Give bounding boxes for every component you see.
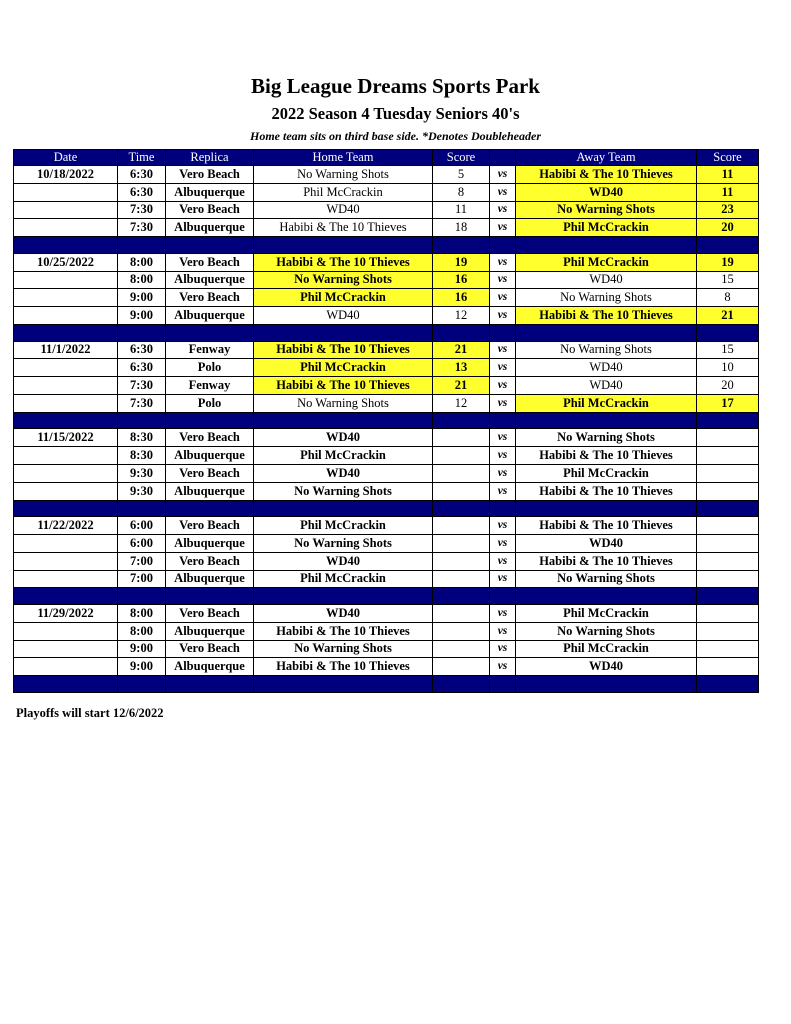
game-replica: Albuquerque bbox=[166, 447, 254, 465]
game-replica: Vero Beach bbox=[166, 464, 254, 482]
separator-cell bbox=[14, 324, 118, 341]
game-date bbox=[14, 219, 118, 237]
game-replica: Albuquerque bbox=[166, 271, 254, 289]
game-row bbox=[14, 622, 759, 640]
week-separator bbox=[14, 412, 759, 429]
away-score bbox=[697, 464, 759, 482]
game-time: 9:00 bbox=[118, 289, 166, 307]
vs-label: vs bbox=[490, 658, 516, 676]
home-team: Phil McCrackin bbox=[254, 183, 433, 201]
away-score bbox=[697, 517, 759, 535]
home-team: Habibi & The 10 Thieves bbox=[254, 253, 433, 271]
game-row bbox=[14, 289, 759, 307]
game-date bbox=[14, 640, 118, 658]
away-team: Habibi & The 10 Thieves bbox=[516, 482, 697, 500]
separator-cell bbox=[433, 412, 490, 429]
game-date bbox=[14, 377, 118, 395]
header-row bbox=[14, 150, 759, 166]
game-date bbox=[14, 201, 118, 219]
separator-cell bbox=[118, 237, 166, 254]
game-row bbox=[14, 552, 759, 570]
home-team: WD40 bbox=[254, 464, 433, 482]
away-score bbox=[697, 604, 759, 622]
game-date: 11/15/2022 bbox=[14, 429, 118, 447]
separator-cell bbox=[433, 676, 490, 693]
vs-label: vs bbox=[490, 622, 516, 640]
schedule-table bbox=[13, 149, 759, 693]
game-row bbox=[14, 604, 759, 622]
away-team: No Warning Shots bbox=[516, 201, 697, 219]
separator-cell bbox=[516, 237, 697, 254]
separator-cell bbox=[14, 588, 118, 605]
separator-cell bbox=[433, 324, 490, 341]
header-away-team: Away Team bbox=[516, 150, 697, 166]
home-team: Habibi & The 10 Thieves bbox=[254, 377, 433, 395]
separator-cell bbox=[697, 324, 759, 341]
home-score: 19 bbox=[433, 253, 490, 271]
game-date bbox=[14, 570, 118, 588]
game-date bbox=[14, 552, 118, 570]
vs-label: vs bbox=[490, 447, 516, 465]
home-score: 18 bbox=[433, 219, 490, 237]
vs-label: vs bbox=[490, 341, 516, 359]
game-time: 7:30 bbox=[118, 394, 166, 412]
home-team: WD40 bbox=[254, 201, 433, 219]
away-score: 19 bbox=[697, 253, 759, 271]
separator-cell bbox=[433, 237, 490, 254]
away-score: 21 bbox=[697, 307, 759, 325]
game-time: 8:30 bbox=[118, 447, 166, 465]
separator-cell bbox=[490, 237, 516, 254]
week-separator bbox=[14, 324, 759, 341]
home-team: Phil McCrackin bbox=[254, 359, 433, 377]
home-score bbox=[433, 552, 490, 570]
game-replica: Vero Beach bbox=[166, 640, 254, 658]
game-time: 7:00 bbox=[118, 570, 166, 588]
separator-cell bbox=[166, 588, 254, 605]
game-time: 9:00 bbox=[118, 640, 166, 658]
home-score bbox=[433, 464, 490, 482]
game-replica: Albuquerque bbox=[166, 658, 254, 676]
home-score bbox=[433, 447, 490, 465]
home-score bbox=[433, 622, 490, 640]
game-replica: Albuquerque bbox=[166, 219, 254, 237]
game-replica: Vero Beach bbox=[166, 253, 254, 271]
vs-label: vs bbox=[490, 464, 516, 482]
away-score bbox=[697, 429, 759, 447]
vs-label: vs bbox=[490, 482, 516, 500]
game-time: 7:30 bbox=[118, 201, 166, 219]
vs-label: vs bbox=[490, 552, 516, 570]
home-team: Habibi & The 10 Thieves bbox=[254, 219, 433, 237]
game-row bbox=[14, 201, 759, 219]
game-replica: Polo bbox=[166, 359, 254, 377]
separator-cell bbox=[166, 324, 254, 341]
game-time: 7:00 bbox=[118, 552, 166, 570]
game-replica: Vero Beach bbox=[166, 552, 254, 570]
separator-cell bbox=[433, 588, 490, 605]
game-time: 9:00 bbox=[118, 658, 166, 676]
home-score: 11 bbox=[433, 201, 490, 219]
away-team: Habibi & The 10 Thieves bbox=[516, 517, 697, 535]
week-separator bbox=[14, 500, 759, 517]
game-time: 8:30 bbox=[118, 429, 166, 447]
vs-label: vs bbox=[490, 534, 516, 552]
separator-cell bbox=[490, 412, 516, 429]
away-team: No Warning Shots bbox=[516, 570, 697, 588]
home-score bbox=[433, 429, 490, 447]
separator-cell bbox=[14, 676, 118, 693]
game-date: 11/22/2022 bbox=[14, 517, 118, 535]
separator-cell bbox=[166, 676, 254, 693]
game-row bbox=[14, 570, 759, 588]
home-score: 16 bbox=[433, 271, 490, 289]
game-date: 11/29/2022 bbox=[14, 604, 118, 622]
page-title: Big League Dreams Sports Park bbox=[251, 74, 540, 98]
home-team: No Warning Shots bbox=[254, 394, 433, 412]
game-replica: Albuquerque bbox=[166, 307, 254, 325]
vs-label: vs bbox=[490, 271, 516, 289]
vs-label: vs bbox=[490, 377, 516, 395]
separator-cell bbox=[118, 588, 166, 605]
away-score bbox=[697, 570, 759, 588]
home-team: Habibi & The 10 Thieves bbox=[254, 341, 433, 359]
game-row bbox=[14, 534, 759, 552]
game-time: 9:00 bbox=[118, 307, 166, 325]
game-row bbox=[14, 253, 759, 271]
away-score: 8 bbox=[697, 289, 759, 307]
week-separator bbox=[14, 237, 759, 254]
game-date bbox=[14, 289, 118, 307]
away-team: WD40 bbox=[516, 359, 697, 377]
game-replica: Albuquerque bbox=[166, 183, 254, 201]
game-time: 6:00 bbox=[118, 517, 166, 535]
away-team: Habibi & The 10 Thieves bbox=[516, 552, 697, 570]
away-team: WD40 bbox=[516, 377, 697, 395]
home-score: 13 bbox=[433, 359, 490, 377]
separator-cell bbox=[166, 500, 254, 517]
game-time: 8:00 bbox=[118, 604, 166, 622]
page-note: Home team sits on third base side. *Denotes Doubleheader bbox=[250, 129, 541, 143]
game-row bbox=[14, 166, 759, 184]
away-team: WD40 bbox=[516, 183, 697, 201]
vs-label: vs bbox=[490, 219, 516, 237]
game-row bbox=[14, 219, 759, 237]
away-team: Phil McCrackin bbox=[516, 604, 697, 622]
separator-cell bbox=[254, 324, 433, 341]
game-time: 9:30 bbox=[118, 482, 166, 500]
game-time: 6:00 bbox=[118, 534, 166, 552]
game-date bbox=[14, 271, 118, 289]
game-row bbox=[14, 307, 759, 325]
game-row bbox=[14, 271, 759, 289]
home-score: 8 bbox=[433, 183, 490, 201]
game-row bbox=[14, 517, 759, 535]
game-row bbox=[14, 482, 759, 500]
header-replica: Replica bbox=[166, 150, 254, 166]
separator-cell bbox=[516, 500, 697, 517]
away-score: 15 bbox=[697, 271, 759, 289]
week-separator bbox=[14, 676, 759, 693]
game-date bbox=[14, 447, 118, 465]
home-score bbox=[433, 534, 490, 552]
game-replica: Vero Beach bbox=[166, 604, 254, 622]
game-replica: Albuquerque bbox=[166, 482, 254, 500]
away-team: Phil McCrackin bbox=[516, 640, 697, 658]
game-time: 8:00 bbox=[118, 622, 166, 640]
home-score: 16 bbox=[433, 289, 490, 307]
separator-cell bbox=[118, 324, 166, 341]
vs-label: vs bbox=[490, 201, 516, 219]
away-score: 15 bbox=[697, 341, 759, 359]
away-team: Phil McCrackin bbox=[516, 394, 697, 412]
playoffs-note: Playoffs will start 12/6/2022 bbox=[16, 706, 164, 720]
away-team: Phil McCrackin bbox=[516, 464, 697, 482]
header-time: Time bbox=[118, 150, 166, 166]
home-team: Phil McCrackin bbox=[254, 447, 433, 465]
separator-cell bbox=[697, 676, 759, 693]
game-row bbox=[14, 640, 759, 658]
vs-label: vs bbox=[490, 166, 516, 184]
vs-label: vs bbox=[490, 253, 516, 271]
home-team: No Warning Shots bbox=[254, 271, 433, 289]
game-time: 7:30 bbox=[118, 377, 166, 395]
away-score bbox=[697, 534, 759, 552]
game-date bbox=[14, 307, 118, 325]
separator-cell bbox=[118, 500, 166, 517]
separator-cell bbox=[697, 588, 759, 605]
separator-cell bbox=[697, 412, 759, 429]
separator-cell bbox=[254, 588, 433, 605]
home-team: No Warning Shots bbox=[254, 482, 433, 500]
game-date: 10/18/2022 bbox=[14, 166, 118, 184]
away-score bbox=[697, 482, 759, 500]
game-replica: Vero Beach bbox=[166, 201, 254, 219]
game-replica: Vero Beach bbox=[166, 166, 254, 184]
game-replica: Fenway bbox=[166, 377, 254, 395]
game-replica: Vero Beach bbox=[166, 429, 254, 447]
away-score bbox=[697, 640, 759, 658]
game-date bbox=[14, 658, 118, 676]
game-date bbox=[14, 534, 118, 552]
game-date bbox=[14, 359, 118, 377]
vs-label: vs bbox=[490, 570, 516, 588]
home-score bbox=[433, 658, 490, 676]
game-time: 6:30 bbox=[118, 341, 166, 359]
away-team: Phil McCrackin bbox=[516, 253, 697, 271]
game-time: 9:30 bbox=[118, 464, 166, 482]
game-row bbox=[14, 429, 759, 447]
vs-label: vs bbox=[490, 517, 516, 535]
game-row bbox=[14, 464, 759, 482]
game-replica: Fenway bbox=[166, 341, 254, 359]
header-vs bbox=[490, 150, 516, 166]
separator-cell bbox=[14, 500, 118, 517]
home-team: WD40 bbox=[254, 429, 433, 447]
header-away-score: Score bbox=[697, 150, 759, 166]
away-team: WD40 bbox=[516, 271, 697, 289]
away-score bbox=[697, 622, 759, 640]
separator-cell bbox=[254, 676, 433, 693]
home-team: Habibi & The 10 Thieves bbox=[254, 622, 433, 640]
vs-label: vs bbox=[490, 429, 516, 447]
home-score: 5 bbox=[433, 166, 490, 184]
separator-cell bbox=[490, 500, 516, 517]
game-date: 10/25/2022 bbox=[14, 253, 118, 271]
home-team: No Warning Shots bbox=[254, 166, 433, 184]
separator-cell bbox=[433, 500, 490, 517]
separator-cell bbox=[166, 412, 254, 429]
separator-cell bbox=[516, 412, 697, 429]
header-date: Date bbox=[14, 150, 118, 166]
home-score bbox=[433, 604, 490, 622]
away-score: 20 bbox=[697, 219, 759, 237]
separator-cell bbox=[118, 412, 166, 429]
game-row bbox=[14, 394, 759, 412]
away-team: No Warning Shots bbox=[516, 429, 697, 447]
home-score: 21 bbox=[433, 377, 490, 395]
separator-cell bbox=[254, 412, 433, 429]
vs-label: vs bbox=[490, 604, 516, 622]
separator-cell bbox=[254, 500, 433, 517]
separator-cell bbox=[516, 324, 697, 341]
game-time: 7:30 bbox=[118, 219, 166, 237]
away-team: No Warning Shots bbox=[516, 622, 697, 640]
home-score bbox=[433, 482, 490, 500]
away-score: 11 bbox=[697, 166, 759, 184]
home-team: Phil McCrackin bbox=[254, 570, 433, 588]
away-team: WD40 bbox=[516, 658, 697, 676]
home-team: WD40 bbox=[254, 604, 433, 622]
away-score bbox=[697, 552, 759, 570]
game-date bbox=[14, 464, 118, 482]
vs-label: vs bbox=[490, 359, 516, 377]
away-score: 10 bbox=[697, 359, 759, 377]
week-separator bbox=[14, 588, 759, 605]
game-date bbox=[14, 394, 118, 412]
game-time: 8:00 bbox=[118, 253, 166, 271]
game-replica: Albuquerque bbox=[166, 622, 254, 640]
home-team: Phil McCrackin bbox=[254, 517, 433, 535]
separator-cell bbox=[697, 237, 759, 254]
away-score: 20 bbox=[697, 377, 759, 395]
home-score bbox=[433, 570, 490, 588]
away-team: No Warning Shots bbox=[516, 341, 697, 359]
away-score: 11 bbox=[697, 183, 759, 201]
home-team: WD40 bbox=[254, 307, 433, 325]
away-score bbox=[697, 447, 759, 465]
separator-cell bbox=[14, 412, 118, 429]
separator-cell bbox=[516, 588, 697, 605]
away-team: Phil McCrackin bbox=[516, 219, 697, 237]
home-score bbox=[433, 640, 490, 658]
home-team: No Warning Shots bbox=[254, 534, 433, 552]
home-score: 21 bbox=[433, 341, 490, 359]
vs-label: vs bbox=[490, 307, 516, 325]
header-home-score: Score bbox=[433, 150, 490, 166]
game-row bbox=[14, 377, 759, 395]
home-team: Habibi & The 10 Thieves bbox=[254, 658, 433, 676]
home-score bbox=[433, 517, 490, 535]
game-date bbox=[14, 482, 118, 500]
away-score: 17 bbox=[697, 394, 759, 412]
game-replica: Vero Beach bbox=[166, 517, 254, 535]
game-row bbox=[14, 359, 759, 377]
vs-label: vs bbox=[490, 394, 516, 412]
separator-cell bbox=[166, 237, 254, 254]
vs-label: vs bbox=[490, 289, 516, 307]
game-row bbox=[14, 658, 759, 676]
game-replica: Polo bbox=[166, 394, 254, 412]
separator-cell bbox=[516, 676, 697, 693]
game-replica: Albuquerque bbox=[166, 570, 254, 588]
game-time: 6:30 bbox=[118, 166, 166, 184]
vs-label: vs bbox=[490, 640, 516, 658]
separator-cell bbox=[490, 324, 516, 341]
separator-cell bbox=[490, 676, 516, 693]
game-time: 8:00 bbox=[118, 271, 166, 289]
home-team: Phil McCrackin bbox=[254, 289, 433, 307]
separator-cell bbox=[490, 588, 516, 605]
game-row bbox=[14, 447, 759, 465]
game-date bbox=[14, 183, 118, 201]
vs-label: vs bbox=[490, 183, 516, 201]
away-score: 23 bbox=[697, 201, 759, 219]
away-team: No Warning Shots bbox=[516, 289, 697, 307]
home-team: WD40 bbox=[254, 552, 433, 570]
game-replica: Vero Beach bbox=[166, 289, 254, 307]
game-date: 11/1/2022 bbox=[14, 341, 118, 359]
header-home-team: Home Team bbox=[254, 150, 433, 166]
away-team: Habibi & The 10 Thieves bbox=[516, 166, 697, 184]
away-score bbox=[697, 658, 759, 676]
home-team: No Warning Shots bbox=[254, 640, 433, 658]
separator-cell bbox=[697, 500, 759, 517]
away-team: Habibi & The 10 Thieves bbox=[516, 307, 697, 325]
away-team: Habibi & The 10 Thieves bbox=[516, 447, 697, 465]
separator-cell bbox=[14, 237, 118, 254]
game-date bbox=[14, 622, 118, 640]
away-team: WD40 bbox=[516, 534, 697, 552]
game-row bbox=[14, 341, 759, 359]
separator-cell bbox=[254, 237, 433, 254]
game-replica: Albuquerque bbox=[166, 534, 254, 552]
home-score: 12 bbox=[433, 307, 490, 325]
game-row bbox=[14, 183, 759, 201]
game-time: 6:30 bbox=[118, 183, 166, 201]
separator-cell bbox=[118, 676, 166, 693]
page-subtitle: 2022 Season 4 Tuesday Seniors 40's bbox=[271, 104, 520, 123]
schedule-body bbox=[14, 166, 759, 693]
home-score: 12 bbox=[433, 394, 490, 412]
game-time: 6:30 bbox=[118, 359, 166, 377]
